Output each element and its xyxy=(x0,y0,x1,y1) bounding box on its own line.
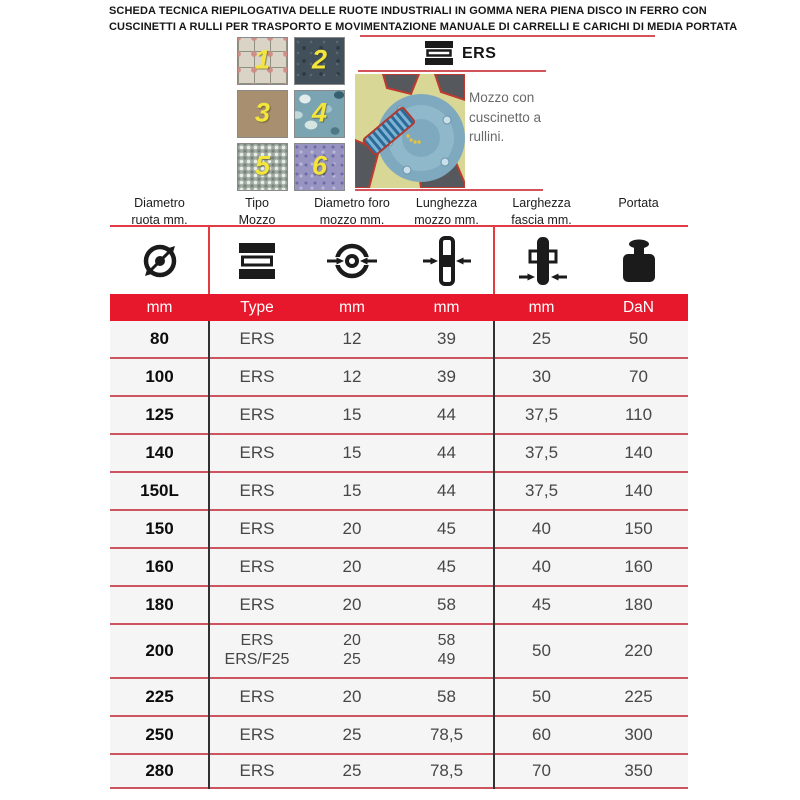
page-title-line1: SCHEDA TECNICA RIEPILOGATIVA DELLE RUOTE INDUSTRIALI IN GOMMA NERA PIENA DISCO IN FERRO CON xyxy=(109,5,707,17)
tread-width-icon xyxy=(494,227,589,294)
table-row-180: 180 ERS 20 58 45 180 xyxy=(110,587,688,625)
surface-swatch-4 xyxy=(294,90,345,138)
surface-swatch-2 xyxy=(294,37,345,85)
surface-swatch-1 xyxy=(237,37,288,85)
unit-cell: mm xyxy=(433,298,460,316)
column-header-diametro-ruota: Diametro ruota mm. xyxy=(131,196,188,227)
photo-caption: Mozzo con cuscinetto a rullini. xyxy=(469,90,542,145)
swatch-number: 4 xyxy=(311,97,328,128)
unit-cell: Type xyxy=(240,298,274,316)
legend-divider-bottom xyxy=(355,189,543,191)
table-row-160: 160 ERS 20 45 40 160 xyxy=(110,549,688,587)
hub-type-icon xyxy=(424,40,454,71)
swatch-number: 1 xyxy=(254,44,271,75)
unit-cell: DaN xyxy=(622,298,654,316)
table-row-280: 280 ERS 25 78,5 70 350 xyxy=(110,755,688,789)
surface-swatch-3 xyxy=(237,90,288,138)
surface-swatch-6 xyxy=(294,143,345,191)
column-header-row xyxy=(110,193,688,227)
pictogram-row xyxy=(110,227,688,294)
swatch-number: 2 xyxy=(311,44,328,75)
hub-photo xyxy=(355,74,465,188)
units-band xyxy=(110,294,688,321)
table-row-250: 250 ERS 25 78,5 60 300 xyxy=(110,717,688,755)
column-divider xyxy=(493,321,495,789)
table-row-140: 140 ERS 15 44 37,5 140 xyxy=(110,435,688,473)
page-title-line2: CUSCINETTI A RULLI PER TRASPORTO E MOVIMENTAZIONE MANUALE DI CARRELLI E CARICHI DI MEDIA PORTATA xyxy=(109,21,738,33)
wheel-diameter-icon xyxy=(110,227,209,294)
hub-length-icon xyxy=(399,227,494,294)
column-header-tipo-mozzo: Tipo Mozzo xyxy=(238,196,276,227)
column-header-lunghezza-mozzo: Lunghezza mozzo mm. xyxy=(414,196,479,227)
column-divider xyxy=(493,227,495,294)
legend-divider-top xyxy=(358,70,546,72)
column-divider xyxy=(208,227,210,294)
load-capacity-icon xyxy=(589,227,688,294)
table-row-225: 225 ERS 20 58 50 225 xyxy=(110,679,688,717)
table-row-150: 150 ERS 20 45 40 150 xyxy=(110,511,688,549)
surface-swatch-grid xyxy=(237,37,345,191)
table-row-150L: 150L ERS 15 44 37,5 140 xyxy=(110,473,688,511)
spec-table xyxy=(110,193,688,789)
table-row-125: 125 ERS 15 44 37,5 110 xyxy=(110,397,688,435)
surface-swatch-5 xyxy=(237,143,288,191)
title-underline xyxy=(360,35,655,37)
hub-type-icon xyxy=(209,227,305,294)
ers-type-label: ERS xyxy=(462,45,497,62)
unit-cell: mm xyxy=(146,298,173,316)
page-title xyxy=(109,3,738,35)
swatch-number: 5 xyxy=(254,150,271,181)
table-row-80: 80 ERS 12 39 25 50 xyxy=(110,321,688,359)
unit-cell: mm xyxy=(339,298,365,316)
swatch-number: 6 xyxy=(311,150,328,181)
swatch-number: 3 xyxy=(254,97,271,128)
column-divider xyxy=(208,321,210,789)
table-row-100: 100 ERS 12 39 30 70 xyxy=(110,359,688,397)
column-header-larghezza-fascia: Larghezza fascia mm. xyxy=(511,196,572,227)
unit-cell: mm xyxy=(528,298,555,316)
table-body xyxy=(110,321,688,789)
table-row-200: 200 ERS ERS/F25 20 25 58 49 50 220 xyxy=(110,625,688,679)
bore-diameter-icon xyxy=(305,227,399,294)
column-header-diametro-foro: Diametro foro mozzo mm. xyxy=(314,196,390,227)
column-header-portata: Portata xyxy=(618,196,659,210)
